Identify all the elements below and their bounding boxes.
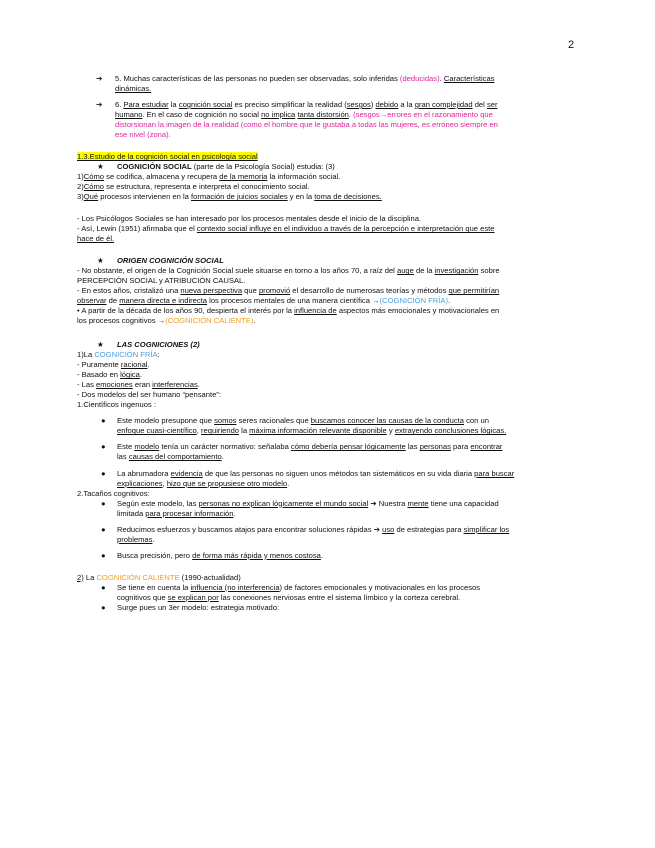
star-icon: ★ [97, 256, 104, 266]
text: - Dos modelos del ser humano “pensante”: [77, 390, 221, 400]
text: 2) [77, 182, 84, 192]
text: los procesos mentales de una manera científica → [207, 296, 380, 306]
text: formación de juicios sociales [191, 192, 288, 202]
text: 1) [77, 172, 84, 182]
text: - Las [77, 380, 96, 390]
text: ) [370, 100, 376, 110]
text: y en la [287, 192, 315, 202]
text: cognitivos que [117, 592, 168, 602]
text: . [147, 360, 150, 370]
text: es preciso simplificar la realidad ( [232, 100, 347, 110]
text: de forma más rápida y menos costosa [192, 550, 321, 560]
text: simplificar los [463, 524, 510, 534]
star-icon: ★ [97, 162, 104, 172]
text: : [157, 350, 160, 360]
text: de la memoria [219, 172, 268, 182]
text: distorsionan la imagen de la realidad (como el hombre que le gustaba a todas las mujeres, es erróneo siempre en [115, 120, 498, 130]
text: ➔ Nuestra [368, 498, 408, 508]
text: influencia (no interferencia [190, 582, 280, 592]
text: la [239, 426, 250, 436]
text: debido [375, 100, 399, 110]
text: contexto social influye en el individuo a través de la percepción e interpretación que este [196, 224, 495, 234]
text: . [439, 74, 444, 83]
text: extrayendo conclusiones lógicas. [394, 426, 507, 436]
text: los procesos cognitivos → [77, 316, 166, 326]
text: humano [115, 110, 143, 120]
text: investigación [434, 266, 479, 276]
text: uso [382, 524, 395, 534]
text: . [197, 380, 200, 390]
text: (deducidas) [399, 74, 440, 83]
text: auge [396, 266, 414, 276]
text: Para estudiar [123, 100, 169, 110]
text: . [221, 452, 224, 462]
text: la [168, 100, 179, 110]
text: de estrategias para [394, 524, 464, 534]
text: . En el caso de cognición no social [142, 110, 262, 120]
bullet-icon: ● [101, 468, 106, 478]
text: buscamos conocer las causas de la conducta [310, 416, 465, 426]
text: se estructura, representa e interpreta el conocimiento social. [104, 182, 310, 192]
text: 3) [77, 192, 84, 202]
text: del [472, 100, 487, 110]
text: que permitirían [448, 286, 500, 296]
subsection-heading: LAS COGNICIONES (2) [117, 340, 200, 350]
text: requiriendo [201, 426, 240, 436]
text: (parte de la Psicología Social) estudia: (3) [191, 162, 335, 172]
text: . [233, 508, 236, 518]
text: ese nivel (zona). [115, 130, 171, 140]
text: - Puramente [77, 360, 121, 370]
text: tenía un carácter normativo: señalaba [159, 442, 291, 452]
text: , [162, 478, 167, 488]
text: (COGNICIÓN CALIENTE) [165, 316, 254, 326]
text: procesos intervienen en la [98, 192, 191, 202]
text: de que las personas no siguen unos métodos tan sistemáticos en su vida diaria [202, 468, 475, 478]
text: (COGNICIÓN FRÍA) [379, 296, 448, 306]
list-item [77, 442, 573, 462]
arrow-icon: ➔ [96, 100, 103, 110]
text: las [405, 442, 420, 452]
text: 1)La [77, 350, 95, 360]
arrow-icon: ➔ [96, 74, 103, 83]
text: que [242, 286, 259, 296]
list-item [77, 551, 573, 561]
text: modelo [134, 442, 160, 452]
text: sesgos [346, 100, 371, 110]
bullet-icon: ● [101, 498, 106, 508]
text: Este modelo presupone que [117, 416, 215, 426]
paragraph: - Los Psicólogos Sociales se han interesado por los procesos mentales desde el inicio de la disciplina. [77, 214, 422, 224]
text: no implica [261, 110, 296, 120]
text: observar [77, 296, 107, 306]
text: aspectos más emocionales y motivacionales en [336, 306, 500, 316]
text: tiene una capacidad [428, 498, 499, 508]
text: para buscar [474, 468, 515, 478]
text: Cómo [83, 172, 105, 182]
text: Busca precisión, pero [117, 550, 193, 560]
text: Qué [83, 192, 99, 202]
text: somos [214, 416, 237, 426]
text: 2.Tacaños cognitivos: [77, 488, 150, 498]
text: causas del comportamiento [128, 452, 222, 462]
text: de la [413, 266, 435, 276]
text: (1990-actualidad) [179, 572, 241, 582]
text: ) de factores emocionales y motivacionales en los procesos [279, 582, 481, 592]
text: manera directa e indirecta [119, 296, 208, 306]
text: . [320, 550, 323, 560]
text: personas no explican lógicamente el mundo social [198, 498, 369, 508]
text: . [253, 316, 256, 326]
subsection-heading: ORIGEN COGNICIÓN SOCIAL [117, 256, 224, 266]
text: nueva perspectiva [180, 286, 243, 296]
list-item-6 [77, 100, 573, 140]
text: mente [407, 498, 429, 508]
text: . [348, 110, 354, 120]
text: 2) [77, 572, 84, 582]
text: ser [486, 100, 498, 110]
text: . [287, 478, 290, 488]
text: Se tiene en cuenta la [117, 582, 191, 592]
text: COGNICIÓN CALIENTE [96, 572, 180, 582]
text: hace de él. [77, 234, 115, 244]
text: explicaciones [117, 478, 163, 488]
bullet-icon: ● [101, 602, 106, 612]
list-item [77, 603, 573, 613]
text: a la [398, 100, 415, 110]
list-item [77, 499, 573, 519]
text: Según este modelo, las [117, 498, 199, 508]
text: . [139, 370, 143, 380]
text: - No obstante, el origen de la Cognición Social suele situarse en torno a los años 70, a raíz del [77, 266, 397, 276]
text: influencia de [294, 306, 337, 316]
text: Reducimos esfuerzos y buscamos atajos para encontrar soluciones rápidas ➔ [117, 524, 383, 534]
bullet-icon: ● [101, 442, 106, 452]
text: La abrumadora [117, 468, 171, 478]
text: personas [419, 442, 451, 452]
list-item [77, 525, 573, 545]
text: tanta distorsión [297, 110, 349, 120]
text: PERCEPCIÓN SOCIAL y ATRIBUCIÓN CAUSAL. [77, 276, 246, 286]
text: cómo debería pensar lógicamente [290, 442, 406, 452]
text: se explican por [167, 592, 219, 602]
text: dinámicas. [115, 84, 152, 94]
section-heading: 1.3.Estudio de la cognición social en psicología social [77, 152, 258, 162]
text: máxima información relevante disponible [249, 426, 387, 436]
text: las [117, 452, 129, 462]
text: el desarrollo de numerosas teorías y métodos [290, 286, 449, 296]
text: eran [132, 380, 153, 390]
text: sobre [478, 266, 500, 276]
text: - En estos años, cristalizó una [77, 286, 181, 296]
text: Este [117, 442, 135, 452]
text: , [196, 426, 202, 436]
bullet-icon: ● [101, 416, 106, 426]
star-icon: ★ [97, 340, 104, 350]
text: encontrar [470, 442, 503, 452]
text: interferencias [152, 380, 198, 390]
text: COGNICIÓN SOCIAL [117, 162, 192, 172]
text: 5. Muchas características de las personas no pueden ser observadas, solo inferidas [115, 74, 400, 83]
text: - Así, Lewin (1951) afirmaba que el [77, 224, 197, 234]
text: gran complejidad [414, 100, 473, 110]
text: limitada [117, 508, 146, 518]
text: cognición social [178, 100, 233, 110]
text: toma de decisiones. [314, 192, 382, 202]
text: Características [443, 74, 495, 83]
text: evidencia [170, 468, 203, 478]
text: La [83, 572, 97, 582]
text: racional [120, 360, 148, 370]
text: . [448, 296, 451, 306]
text: la información social. [267, 172, 341, 182]
text: se codifica, almacena y recupera [104, 172, 220, 182]
text: y [386, 426, 395, 436]
text: 6. [115, 100, 124, 110]
text: emociones [96, 380, 133, 390]
text: de [106, 296, 120, 306]
text: • A partir de la década de los años 90, despierta el interés por la [77, 306, 295, 316]
text: las conexiones nerviosas entre el sistema límbico y la corteza cerebral. [218, 592, 461, 602]
text: para [450, 442, 471, 452]
text: para procesar información [145, 508, 234, 518]
text: con un [464, 416, 489, 426]
bullet-icon: ● [101, 550, 106, 560]
page-number: 2 [568, 39, 575, 51]
list-item [77, 469, 573, 489]
text: - Basado en [77, 370, 121, 380]
text: COGNICIÓN FRÍA [94, 350, 158, 360]
list-item [77, 416, 573, 436]
list-item [77, 583, 573, 603]
text: promovió [258, 286, 291, 296]
text: enfoque cuasi-científico [117, 426, 197, 436]
text: lógica [120, 370, 140, 380]
text: Surge pues un 3er modelo: estrategia motivado: [117, 602, 280, 612]
text: (sesgos→errores en el razonamiento que [353, 110, 493, 120]
text: . [152, 534, 155, 544]
text: Cómo [83, 182, 105, 192]
bullet-icon: ● [101, 524, 106, 534]
document-body [77, 74, 573, 613]
text: seres racionales que [236, 416, 311, 426]
text: hizo que se propusiese otro modelo [166, 478, 288, 488]
text: 1.Científicos ingenuos : [77, 400, 156, 410]
list-item-5 [77, 74, 573, 94]
text: problemas [117, 534, 153, 544]
bullet-icon: ● [101, 582, 106, 592]
